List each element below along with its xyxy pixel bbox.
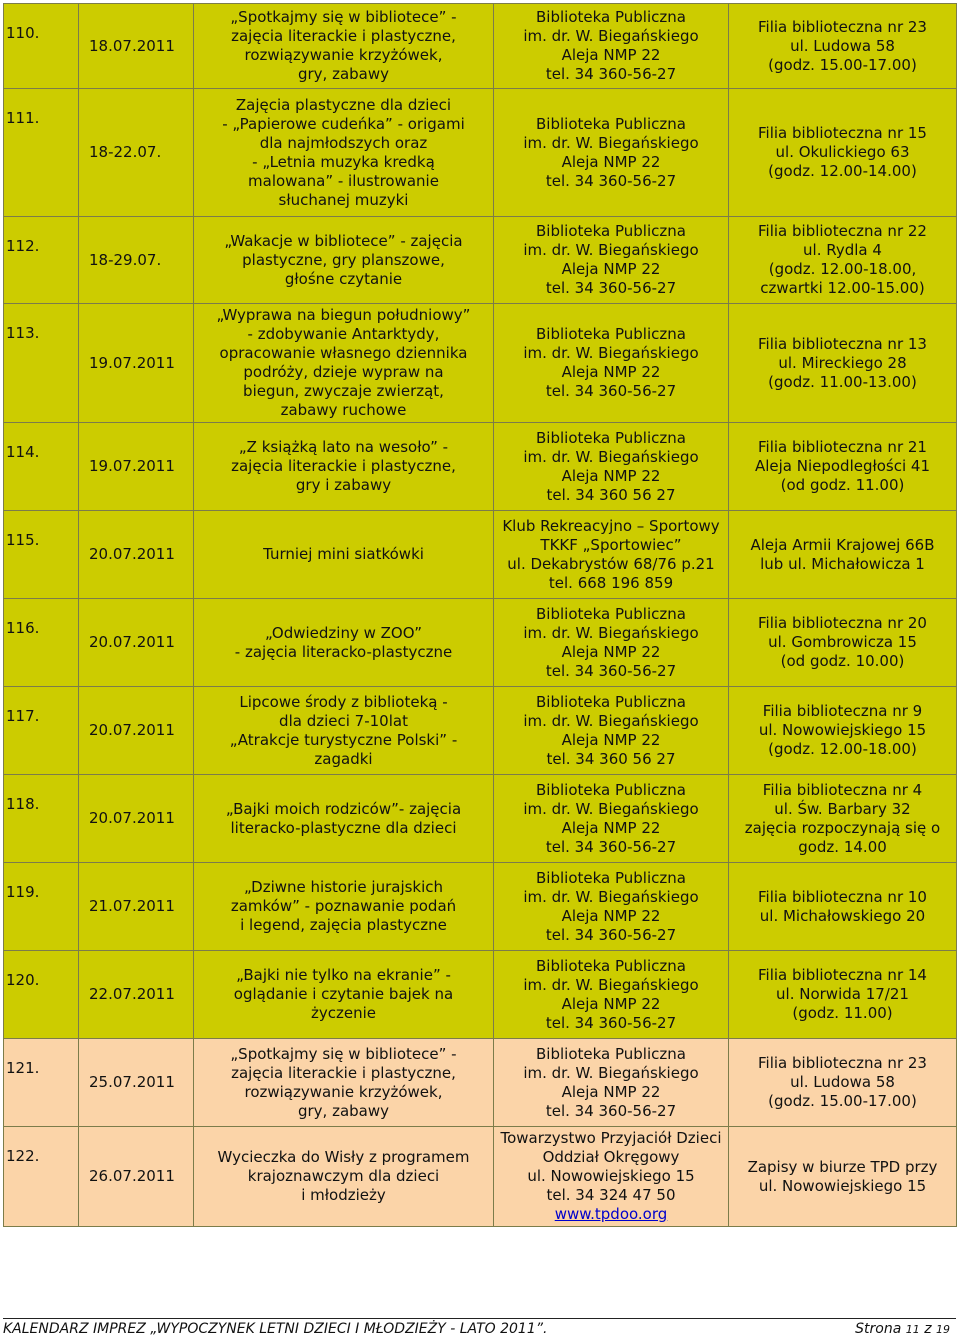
footer-title: KALENDARZ IMPREZ „WYPOCZYNEK LETNI DZIECI I MŁODZIEŻY - LATO 2011”.	[3, 1321, 548, 1337]
event-date	[79, 863, 194, 951]
organizer-website-link[interactable]: www.tpdoo.org	[554, 1205, 668, 1223]
event-date	[79, 304, 194, 423]
row-number-text: 117.	[6, 707, 40, 725]
event-place-text: Filia biblioteczna nr 21 Aleja Niepodległości 41 (od godz. 11.00)	[754, 438, 931, 494]
event-organizer	[494, 89, 729, 217]
event-organizer	[494, 217, 729, 304]
event-place	[729, 89, 957, 217]
row-number	[4, 89, 79, 217]
event-place	[729, 511, 957, 599]
event-place-text: Zapisy w biurze TPD przy ul. Nowowiejskiego 15	[747, 1157, 938, 1195]
table-row	[4, 511, 957, 599]
event-organizer	[494, 687, 729, 775]
row-number-text: 119.	[6, 883, 40, 901]
row-number-text: 121.	[6, 1059, 40, 1077]
event-organizer-text: Biblioteka Publiczna im. dr. W. Biegańskiego Aleja NMP 22 tel. 34 360 56 27	[523, 692, 699, 768]
page-of-label: z	[924, 1321, 932, 1337]
event-description	[194, 4, 494, 89]
event-place	[729, 951, 957, 1039]
event-organizer-text: Biblioteka Publiczna im. dr. W. Biegańskiego Aleja NMP 22 tel. 34 360 56 27	[523, 428, 699, 504]
page-number: 11	[905, 1323, 920, 1336]
event-place-text: Filia biblioteczna nr 9 ul. Nowowiejskiego 15 (godz. 12.00-18.00)	[758, 702, 927, 758]
row-number-text: 118.	[6, 795, 40, 813]
event-organizer-text: Biblioteka Publiczna im. dr. W. Biegańskiego Aleja NMP 22 tel. 34 360-56-27	[523, 325, 699, 400]
page-total: 19	[936, 1323, 950, 1336]
event-date-text: 20.07.2011	[89, 721, 175, 739]
row-number	[4, 951, 79, 1039]
event-description	[194, 423, 494, 511]
event-place-text: Filia biblioteczna nr 13 ul. Mireckiego 28 (godz. 11.00-13.00)	[758, 334, 927, 391]
event-place	[729, 423, 957, 511]
event-description	[194, 511, 494, 599]
event-organizer-text: Biblioteka Publiczna im. dr. W. Biegańskiego Aleja NMP 22 tel. 34 360-56-27	[523, 604, 699, 680]
table-row	[4, 1127, 957, 1227]
event-date	[79, 687, 194, 775]
table-row	[4, 423, 957, 511]
event-place-text: Filia biblioteczna nr 10 ul. Michałowskiego 20	[758, 887, 927, 925]
event-description-text: „Bajki moich rodziców”- zajęcia literacko-plastyczne dla dzieci	[225, 799, 462, 837]
event-organizer	[494, 1127, 729, 1227]
event-description-text: „Wakacje w bibliotece” - zajęcia plastyczne, gry planszowe, głośne czytanie	[224, 231, 463, 288]
page-label: Strona	[855, 1321, 902, 1337]
table-row	[4, 951, 957, 1039]
row-number	[4, 4, 79, 89]
event-date-text: 20.07.2011	[89, 809, 175, 827]
event-organizer-text: Biblioteka Publiczna im. dr. W. Biegańskiego Aleja NMP 22 tel. 34 360-56-27	[523, 114, 699, 190]
event-date-text: 18-22.07.	[89, 143, 162, 161]
table-row	[4, 89, 957, 217]
event-organizer-text: Towarzystwo Przyjaciół Dzieci Oddział Okręgowy ul. Nowowiejskiego 15 tel. 34 324 47 50	[500, 1129, 722, 1204]
event-place	[729, 1039, 957, 1127]
table-row	[4, 1039, 957, 1127]
event-description	[194, 1039, 494, 1127]
event-place-text: Filia biblioteczna nr 20 ul. Gombrowicza 15 (od godz. 10.00)	[758, 614, 927, 670]
event-organizer	[494, 4, 729, 89]
event-description-text: „Bajki nie tylko na ekranie” - oglądanie i czytanie bajek na życzenie	[233, 966, 454, 1022]
row-number	[4, 217, 79, 304]
event-organizer-text: Biblioteka Publiczna im. dr. W. Biegańskiego Aleja NMP 22 tel. 34 360-56-27	[523, 868, 699, 944]
event-place	[729, 687, 957, 775]
row-number	[4, 687, 79, 775]
row-number	[4, 863, 79, 951]
event-organizer	[494, 863, 729, 951]
event-date-text: 19.07.2011	[89, 353, 175, 372]
page-footer	[3, 1318, 956, 1338]
event-description-text: Lipcowe środy z biblioteką - dla dzieci 7-10lat „Atrakcje turystyczne Polski” - zagadki	[229, 692, 458, 768]
row-number	[4, 1039, 79, 1127]
event-date-text: 25.07.2011	[89, 1073, 175, 1091]
event-place-text: Filia biblioteczna nr 22 ul. Rydla 4 (godz. 12.00-18.00, czwartki 12.00-15.00)	[758, 222, 927, 297]
row-number	[4, 1127, 79, 1227]
row-number-text: 115.	[6, 531, 40, 549]
event-date-text: 18.07.2011	[89, 36, 175, 55]
event-place	[729, 599, 957, 687]
event-place	[729, 775, 957, 863]
row-number-text: 120.	[6, 971, 40, 989]
event-date-text: 18-29.07.	[89, 250, 162, 269]
event-organizer-text: Biblioteka Publiczna im. dr. W. Biegańskiego Aleja NMP 22 tel. 34 360-56-27	[523, 956, 699, 1032]
event-organizer	[494, 511, 729, 599]
event-description-text: „Odwiedziny w ZOO” - zajęcia literacko-plastyczne	[234, 623, 453, 661]
row-number	[4, 599, 79, 687]
event-date	[79, 511, 194, 599]
event-description-text: „Spotkajmy się w bibliotece” - zajęcia literackie i plastyczne, rozwiązywanie krzyżówek, gry, zabawy	[230, 8, 457, 83]
row-number-text: 113.	[6, 324, 40, 342]
event-date	[79, 775, 194, 863]
event-place-text: Filia biblioteczna nr 23 ul. Ludowa 58 (godz. 15.00-17.00)	[758, 1054, 927, 1110]
event-place-text: Filia biblioteczna nr 15 ul. Okulickiego 63 (godz. 12.00-14.00)	[758, 124, 927, 180]
event-organizer-text: Biblioteka Publiczna im. dr. W. Biegańskiego Aleja NMP 22 tel. 34 360-56-27	[523, 780, 699, 856]
event-description-text: „Dziwne historie jurajskich zamków” - poznawanie podań i legend, zajęcia plastyczne	[230, 878, 457, 934]
table-row	[4, 599, 957, 687]
event-description	[194, 775, 494, 863]
table-row	[4, 775, 957, 863]
event-description-text: Wycieczka do Wisły z programem krajoznawczym dla dzieci i młodzieży	[217, 1148, 470, 1204]
event-place-text: Filia biblioteczna nr 4 ul. Św. Barbary 32 zajęcia rozpoczynają się o godz. 14.00	[744, 780, 941, 856]
event-description-text: „Spotkajmy się w bibliotece” - zajęcia literackie i plastyczne, rozwiązywanie krzyżówek, gry, zabawy	[230, 1044, 457, 1120]
event-place-text: Aleja Armii Krajowej 66B lub ul. Michałowicza 1	[750, 535, 935, 573]
event-place-text: Filia biblioteczna nr 14 ul. Norwida 17/21 (godz. 11.00)	[758, 966, 927, 1022]
event-date	[79, 1039, 194, 1127]
events-table-body	[4, 4, 957, 1227]
event-description-text: Turniej mini siatkówki	[263, 545, 424, 563]
event-description	[194, 951, 494, 1039]
row-number-text: 116.	[6, 619, 40, 637]
event-date	[79, 599, 194, 687]
row-number	[4, 775, 79, 863]
event-organizer-text: Klub Rekreacyjno – Sportowy TKKF „Sportowiec” ul. Dekabrystów 68/76 p.21 tel. 668 196 859	[502, 516, 720, 592]
event-date-text: 20.07.2011	[89, 633, 175, 651]
event-date	[79, 4, 194, 89]
event-description-text: „Wyprawa na biegun południowy” - zdobywanie Antarktydy, opracowanie własnego dziennika podróży, dzieje wypraw na biegun, zwyczaje zwierząt, zabawy ruchowe	[216, 306, 471, 419]
event-place	[729, 217, 957, 304]
event-place	[729, 4, 957, 89]
table-row	[4, 863, 957, 951]
event-date-text: 20.07.2011	[89, 545, 175, 563]
event-organizer	[494, 304, 729, 423]
event-organizer-text: Biblioteka Publiczna im. dr. W. Biegańskiego Aleja NMP 22 tel. 34 360-56-27	[523, 8, 699, 83]
event-place	[729, 1127, 957, 1227]
event-description	[194, 863, 494, 951]
event-place-text: Filia biblioteczna nr 23 ul. Ludowa 58 (godz. 15.00-17.00)	[758, 17, 927, 74]
event-date-text: 22.07.2011	[89, 985, 175, 1003]
event-organizer	[494, 599, 729, 687]
table-row	[4, 304, 957, 423]
event-date	[79, 1127, 194, 1227]
page-counter	[855, 1321, 950, 1337]
event-organizer-text: Biblioteka Publiczna im. dr. W. Biegańskiego Aleja NMP 22 tel. 34 360-56-27	[523, 1044, 699, 1120]
event-organizer	[494, 423, 729, 511]
event-description	[194, 1127, 494, 1227]
event-organizer	[494, 1039, 729, 1127]
table-row	[4, 687, 957, 775]
event-description	[194, 599, 494, 687]
event-date	[79, 423, 194, 511]
row-number-text: 122.	[6, 1147, 40, 1165]
event-organizer	[494, 951, 729, 1039]
table-row	[4, 4, 957, 89]
event-date	[79, 951, 194, 1039]
event-place	[729, 863, 957, 951]
row-number	[4, 423, 79, 511]
event-date	[79, 89, 194, 217]
event-description-text: „Z książką lato na wesoło” - zajęcia literackie i plastyczne, gry i zabawy	[231, 438, 456, 494]
event-description	[194, 687, 494, 775]
row-number	[4, 511, 79, 599]
event-description	[194, 304, 494, 423]
row-number-text: 111.	[6, 109, 40, 127]
event-description	[194, 89, 494, 217]
event-organizer	[494, 775, 729, 863]
event-organizer-text: Biblioteka Publiczna im. dr. W. Biegańskiego Aleja NMP 22 tel. 34 360-56-27	[523, 222, 699, 297]
row-number-text: 114.	[6, 443, 40, 461]
event-date-text: 21.07.2011	[89, 897, 175, 915]
row-number	[4, 304, 79, 423]
event-description-text: Zajęcia plastyczne dla dzieci - „Papierowe cudeńka” - origami dla najmłodszych oraz - „Letnia muzyka kredką malowana” - ilustrowanie słuchanej muzyki	[222, 95, 465, 209]
events-table	[3, 3, 957, 1227]
event-description	[194, 217, 494, 304]
event-place	[729, 304, 957, 423]
event-date-text: 19.07.2011	[89, 457, 175, 475]
row-number-text: 110.	[6, 24, 40, 42]
event-date-text: 26.07.2011	[89, 1167, 175, 1185]
event-date	[79, 217, 194, 304]
table-row	[4, 217, 957, 304]
row-number-text: 112.	[6, 237, 40, 255]
